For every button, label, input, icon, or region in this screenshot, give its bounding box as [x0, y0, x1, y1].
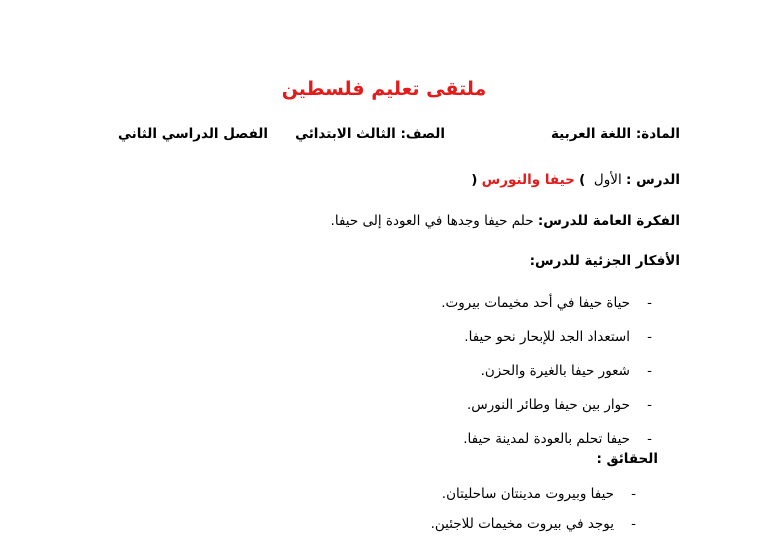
- list-item-text: حيفا وبيروت مدينتان ساحليتان.: [441, 486, 614, 502]
- lesson-line: [471, 172, 680, 188]
- list-item-text: يوجد في بيروت مخيمات للاجئين.: [430, 516, 614, 532]
- list-item-text: استعداد الجد للإبحار نحو حيفا.: [464, 329, 630, 345]
- lesson-info-row: [80, 126, 680, 148]
- general-idea-line: [331, 213, 680, 229]
- bullet-dash: -: [631, 516, 636, 532]
- subject-label: المادة:: [635, 126, 680, 142]
- list-item: [441, 394, 652, 428]
- lesson-number: الأول: [593, 172, 622, 188]
- bullet-dash: -: [647, 295, 652, 311]
- list-item-text: حيفا تحلم بالعودة لمدينة حيفا.: [463, 431, 630, 447]
- grade-field: [295, 126, 445, 142]
- list-item: [441, 360, 652, 394]
- sub-ideas-heading: الأفكار الجزئية للدرس:: [529, 253, 680, 269]
- facts-list: [431, 483, 636, 543]
- facts-heading: الحقائق :: [596, 451, 658, 467]
- grade-value: الثالث الابتدائي: [295, 126, 396, 142]
- list-item: [441, 292, 652, 326]
- bullet-dash: -: [647, 329, 652, 345]
- lesson-label: الدرس :: [626, 172, 680, 188]
- list-item-text: شعور حيفا بالغيرة والحزن.: [480, 363, 630, 379]
- lesson-close-paren: (: [471, 172, 478, 188]
- subject-value: اللغة العربية: [550, 126, 632, 142]
- subject-field: [551, 126, 680, 142]
- term-field: الفصل الدراسي الثاني: [118, 126, 268, 142]
- lesson-open-paren: ): [579, 172, 586, 188]
- bullet-dash: -: [631, 486, 636, 502]
- list-item-text: حياة حيفا في أحد مخيمات بيروت.: [441, 295, 630, 311]
- bullet-dash: -: [647, 397, 652, 413]
- bullet-dash: -: [647, 431, 652, 447]
- sub-ideas-list: [441, 292, 652, 462]
- general-idea-text: حلم حيفا وجدها في العودة إلى حيفا.: [330, 213, 534, 229]
- list-item: [431, 513, 636, 543]
- grade-label: الصف:: [400, 126, 445, 142]
- bullet-dash: -: [647, 363, 652, 379]
- page-title: ملتقى تعليم فلسطين: [281, 78, 487, 100]
- list-item-text: حوار بين حيفا وطائر النورس.: [466, 397, 630, 413]
- list-item: [441, 326, 652, 360]
- list-item: [431, 483, 636, 513]
- lesson-name: حيفا والنورس: [481, 172, 575, 188]
- general-idea-label: الفكرة العامة للدرس:: [537, 213, 680, 229]
